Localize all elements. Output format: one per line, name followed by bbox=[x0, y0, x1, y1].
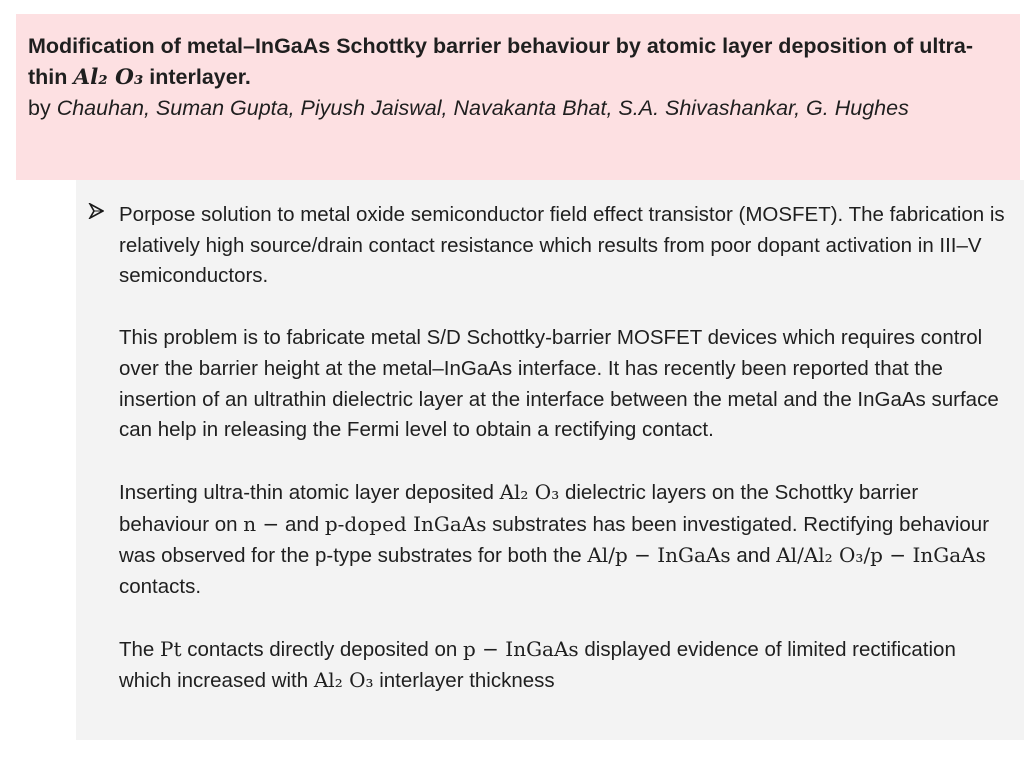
paragraph-1: Porpose solution to metal oxide semiconductor field effect transistor (MOSFET). The fabrication is relatively high source/drain contact resistance which results from poor dopant activation in III–V semiconductors. bbox=[119, 203, 1005, 288]
p3-formula-3: p-doped InGaAs bbox=[324, 511, 487, 536]
p4-text-3: displayed evidence of limited rectification which increased with bbox=[119, 637, 956, 693]
p3-text-6: contacts. bbox=[119, 575, 202, 599]
p4-formula-2: p − InGaAs bbox=[463, 636, 579, 661]
arrow-bullet-icon bbox=[88, 202, 104, 226]
by-label: by bbox=[28, 96, 51, 120]
p3-text-3: and bbox=[284, 512, 320, 536]
slide-title bbox=[28, 31, 1008, 93]
p3-formula-4: Al/p − InGaAs bbox=[587, 543, 731, 568]
p3-formula-5: Al/Al₂ O₃/p − InGaAs bbox=[776, 543, 986, 568]
p4-text-2: contacts directly deposited on bbox=[187, 637, 458, 661]
p4-formula-3: Al₂ O₃ bbox=[313, 668, 374, 693]
arrow-bullet-icon-svg bbox=[88, 203, 104, 219]
title-band bbox=[16, 14, 1020, 180]
p3-text-4: substrates has been investigated. Rectifying behaviour was observed for the p-type substrates for both the bbox=[119, 512, 990, 568]
p4-text-4: interlayer thickness bbox=[379, 669, 555, 693]
p4-formula-1: Pt bbox=[160, 636, 182, 661]
title-formula: Al₂ O₃ bbox=[73, 65, 144, 90]
p3-text-2: dielectric layers on the Schottky barrier behaviour on bbox=[119, 480, 919, 536]
p3-text-1: Inserting ultra-thin atomic layer deposited bbox=[119, 480, 494, 504]
title-text-part1: Modification of metal–InGaAs Schottky barrier behaviour by atomic layer deposition of ultra-thin bbox=[28, 34, 973, 89]
paragraph-2: This problem is to fabricate metal S/D Schottky-barrier MOSFET devices which requires control over the barrier height at the metal–InGaAs interface. It has recently been reported that the insertion of an ultrathin dielectric layer at the interface between the metal and the InGaAs surface can help in releasing the Fermi level to obtain a rectifying contact. bbox=[119, 326, 999, 442]
paragraph-3 bbox=[119, 477, 1006, 603]
byline bbox=[28, 93, 1008, 124]
p3-formula-1: Al₂ O₃ bbox=[499, 479, 560, 504]
title-text-part2: interlayer. bbox=[149, 65, 251, 89]
p3-text-5: and bbox=[736, 544, 771, 568]
p3-formula-2: n − bbox=[243, 511, 280, 536]
authors: Chauhan, Suman Gupta, Piyush Jaiswal, Navakanta Bhat, S.A. Shivashankar, G. Hughes bbox=[56, 96, 909, 120]
paragraph-4 bbox=[119, 634, 1006, 697]
p4-text-1: The bbox=[119, 637, 155, 661]
content-panel bbox=[76, 180, 1024, 740]
